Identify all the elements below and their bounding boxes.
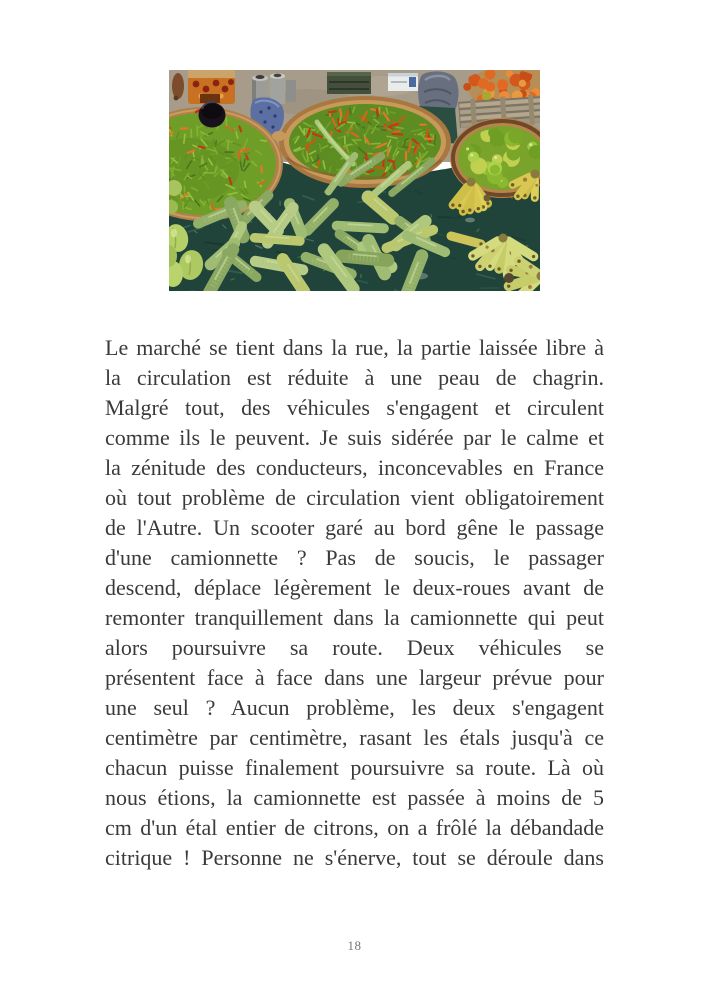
market-photo-illustration <box>169 70 540 291</box>
text-line: de l'Autre. Un scooter garé au bord gêne le passage <box>105 515 604 540</box>
text-line: remonter tranquillement dans la camionnette qui peut <box>105 605 604 630</box>
text-line: descend, déplace légèrement le deux-roues avant de <box>105 575 604 600</box>
text-line: nous étions, la camionnette est passée à moins de 5 <box>105 785 604 810</box>
text-line: présentent face à face dans une largeur prévue pour <box>105 665 604 690</box>
text-line: comme ils le peuvent. Je suis sidérée par le calme et <box>105 425 604 450</box>
text-line: chacun puisse finalement poursuivre sa route. Là où <box>105 755 604 780</box>
text-line: Le marché se tient dans la rue, la partie laissée libre à <box>105 335 604 360</box>
market-photo <box>169 70 540 291</box>
text-line: la circulation est réduite à une peau de chagrin. <box>105 365 604 390</box>
text-line: où tout problème de circulation vient obligatoirement <box>105 485 604 510</box>
paragraph <box>105 333 604 873</box>
text-line: une seul ? Aucun problème, les deux s'engagent <box>105 695 604 720</box>
text-line: alors poursuivre sa route. Deux véhicules se <box>105 635 604 660</box>
text-line: la zénitude des conducteurs, inconcevables en France <box>105 455 604 480</box>
text-line: Malgré tout, des véhicules s'engagent et circulent <box>105 395 604 420</box>
text-line: citrique ! Personne ne s'énerve, tout se déroule dans <box>105 845 604 870</box>
text-line: d'une camionnette ? Pas de soucis, le passager <box>105 545 604 570</box>
page-number: 18 <box>347 938 362 953</box>
text-line: cm d'un étal entier de citrons, on a frôlé la débandade <box>105 815 604 840</box>
text-line: centimètre par centimètre, rasant les étals jusqu'à ce <box>105 725 604 750</box>
